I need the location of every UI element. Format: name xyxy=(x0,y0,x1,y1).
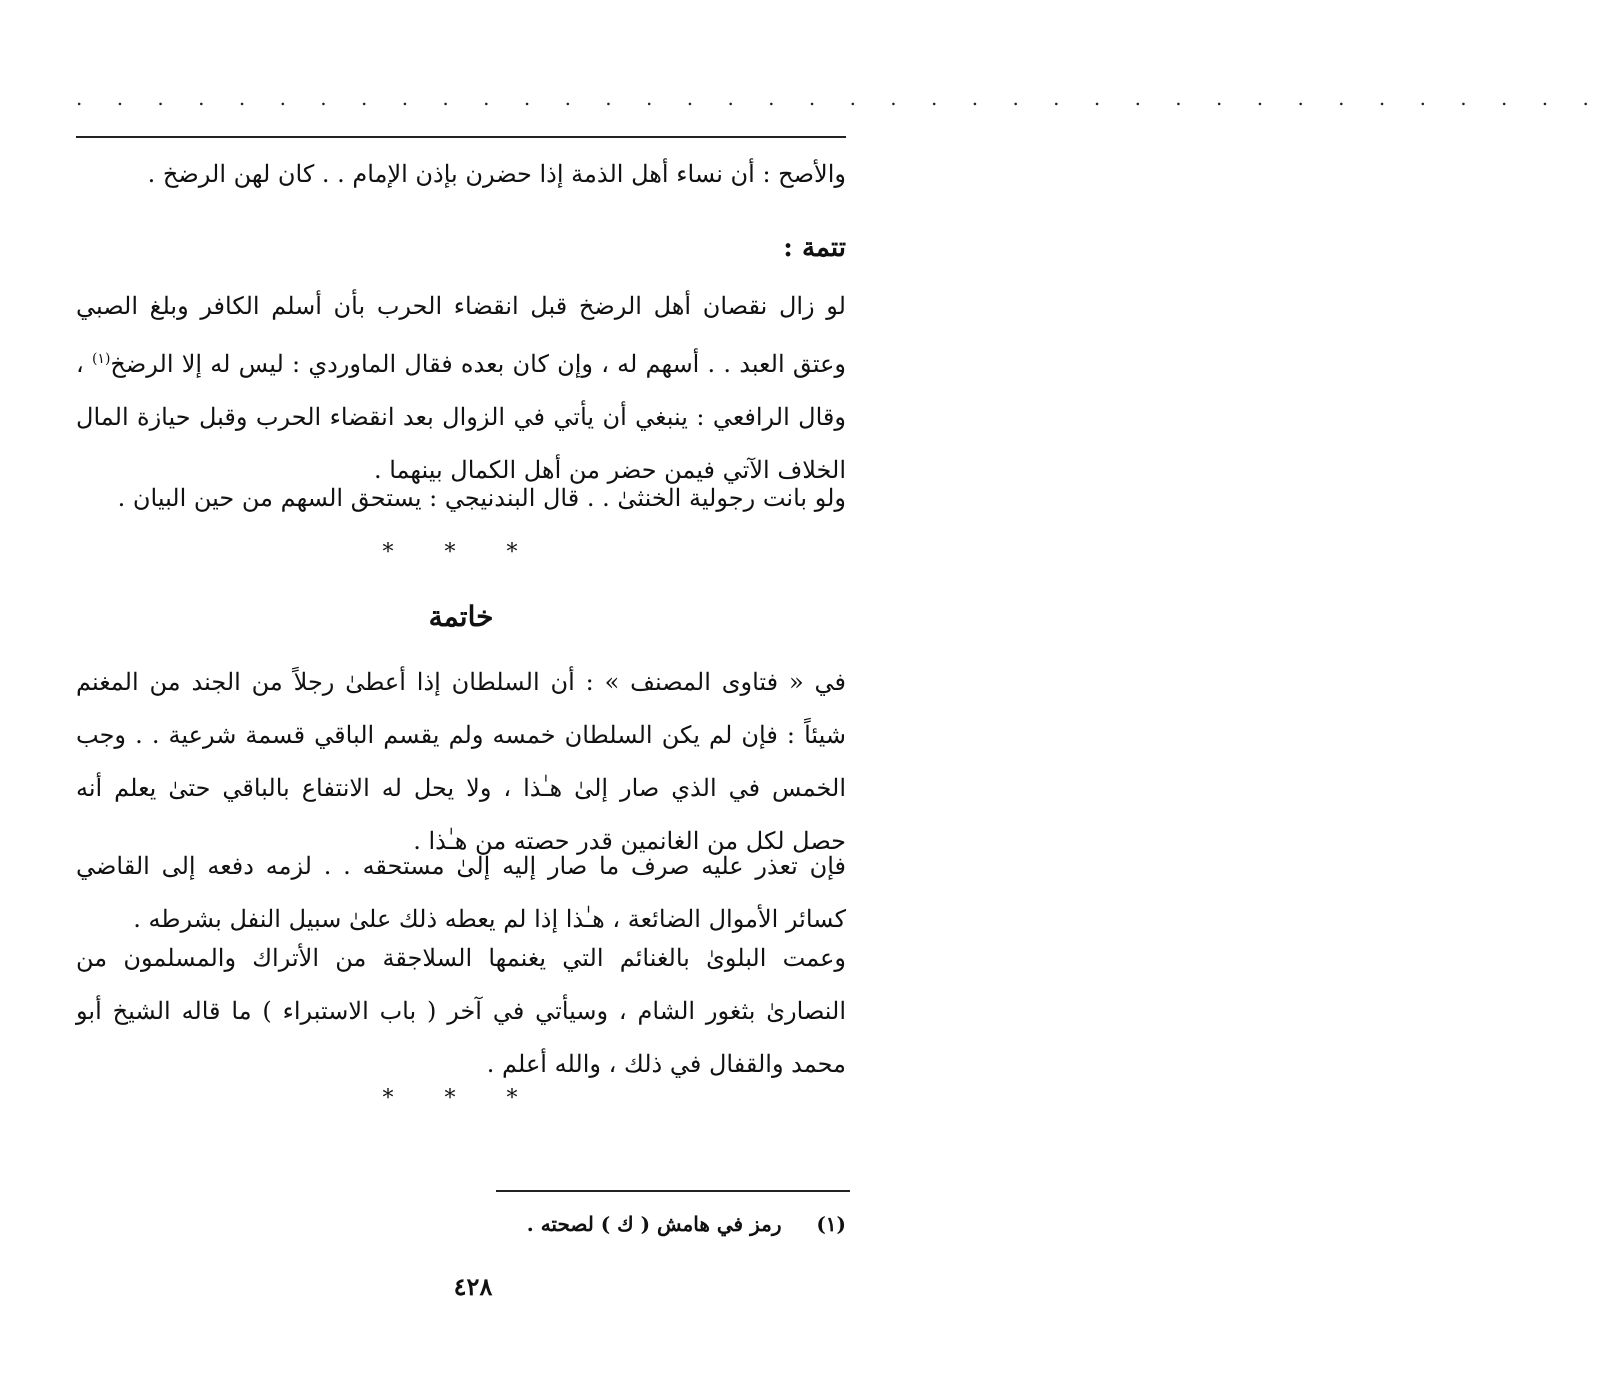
separator-block-1 xyxy=(76,526,846,579)
separator-block-2 xyxy=(76,1072,846,1125)
tatimma-paragraph-1-text-b: ، وقال الرافعي : ينبغي أن يأتي في الزوال بعد انقضاء الحرب وقبل حيازة المال الخلاف الآتي فيمن حضر من أهل الكمال بينهما . xyxy=(76,350,846,484)
section-heading-tatimma: تتمة : xyxy=(783,233,846,263)
section-heading-khatima: خاتمة xyxy=(428,600,494,633)
footnote-text: رمز في هامش ( ك ) لصحته . xyxy=(526,1212,782,1236)
header-dotted-line: . . . . . . . . . . . . . . . . . . . . . . . . . . . . . . . . . . . . . . xyxy=(76,86,1603,110)
footnote-number: (١) xyxy=(816,1212,846,1236)
continuation-line: والأصح : أن نساء أهل الذمة إذا حضرن بإذن الإمام . . كان لهن الرضخ . xyxy=(147,160,846,188)
footnote-reference: (١) xyxy=(91,351,111,367)
section-khatima xyxy=(76,590,846,643)
asterism-separator: * * * xyxy=(382,540,540,565)
footnote-rule xyxy=(496,1190,850,1192)
khatima-paragraph-3: وعمت البلوىٰ بالغنائم التي يغنمها السلاجقة من الأتراك والمسلمون من النصارىٰ بثغور الشام ، وسيأتي في آخر ( باب الاستبراء ) ما قاله الشيخ أبو محمد والقفال في ذلك ، والله أعلم . xyxy=(76,944,846,1078)
tatimma-paragraph-1-text-a: لو زال نقصان أهل الرضخ قبل انقضاء الحرب بأن أسلم الكافر وبلغ الصبي وعتق العبد . . أسهم له ، وإن كان بعده فقال الماوردي : ليس له إلا الرضخ xyxy=(76,292,846,378)
tatimma-body xyxy=(76,280,846,497)
page-number: ٤٢٨ xyxy=(453,1272,493,1301)
tatimma-body-2 xyxy=(76,472,846,525)
khatima-body-2 xyxy=(76,840,846,946)
tatimma-paragraph-1 xyxy=(76,280,846,497)
khatima-body-1 xyxy=(76,656,846,868)
khatima-body-3 xyxy=(76,932,846,1091)
asterism-separator-2: * * * xyxy=(382,1086,540,1111)
tatimma-paragraph-2: ولو بانت رجولية الخنثىٰ . . قال البندنيجي : يستحق السهم من حين البيان . xyxy=(117,484,846,512)
top-paragraph xyxy=(76,148,846,201)
khatima-paragraph-1: في « فتاوى المصنف » : أن السلطان إذا أعطىٰ رجلاً من الجند من المغنم شيئاً : فإن لم يكن السلطان خمسه ولم يقسم الباقي قسمة شرعية . . وجب الخمس في الذي صار إلىٰ هـٰذا ، ولا يحل له الانتفاع بالباقي حتىٰ يعلم أنه حصل لكل من الغانمين قدر حصته من هـٰذا . xyxy=(76,668,847,855)
footnote xyxy=(76,1212,846,1236)
header-rule xyxy=(76,136,846,138)
section-tatimma xyxy=(76,222,846,275)
khatima-paragraph-2: فإن تعذر عليه صرف ما صار إليه إلىٰ مستحقه . . لزمه دفعه إلى القاضي كسائر الأموال الضائعة ، هـٰذا إذا لم يعطه ذلك علىٰ سبيل النفل بشرطه . xyxy=(76,852,846,933)
